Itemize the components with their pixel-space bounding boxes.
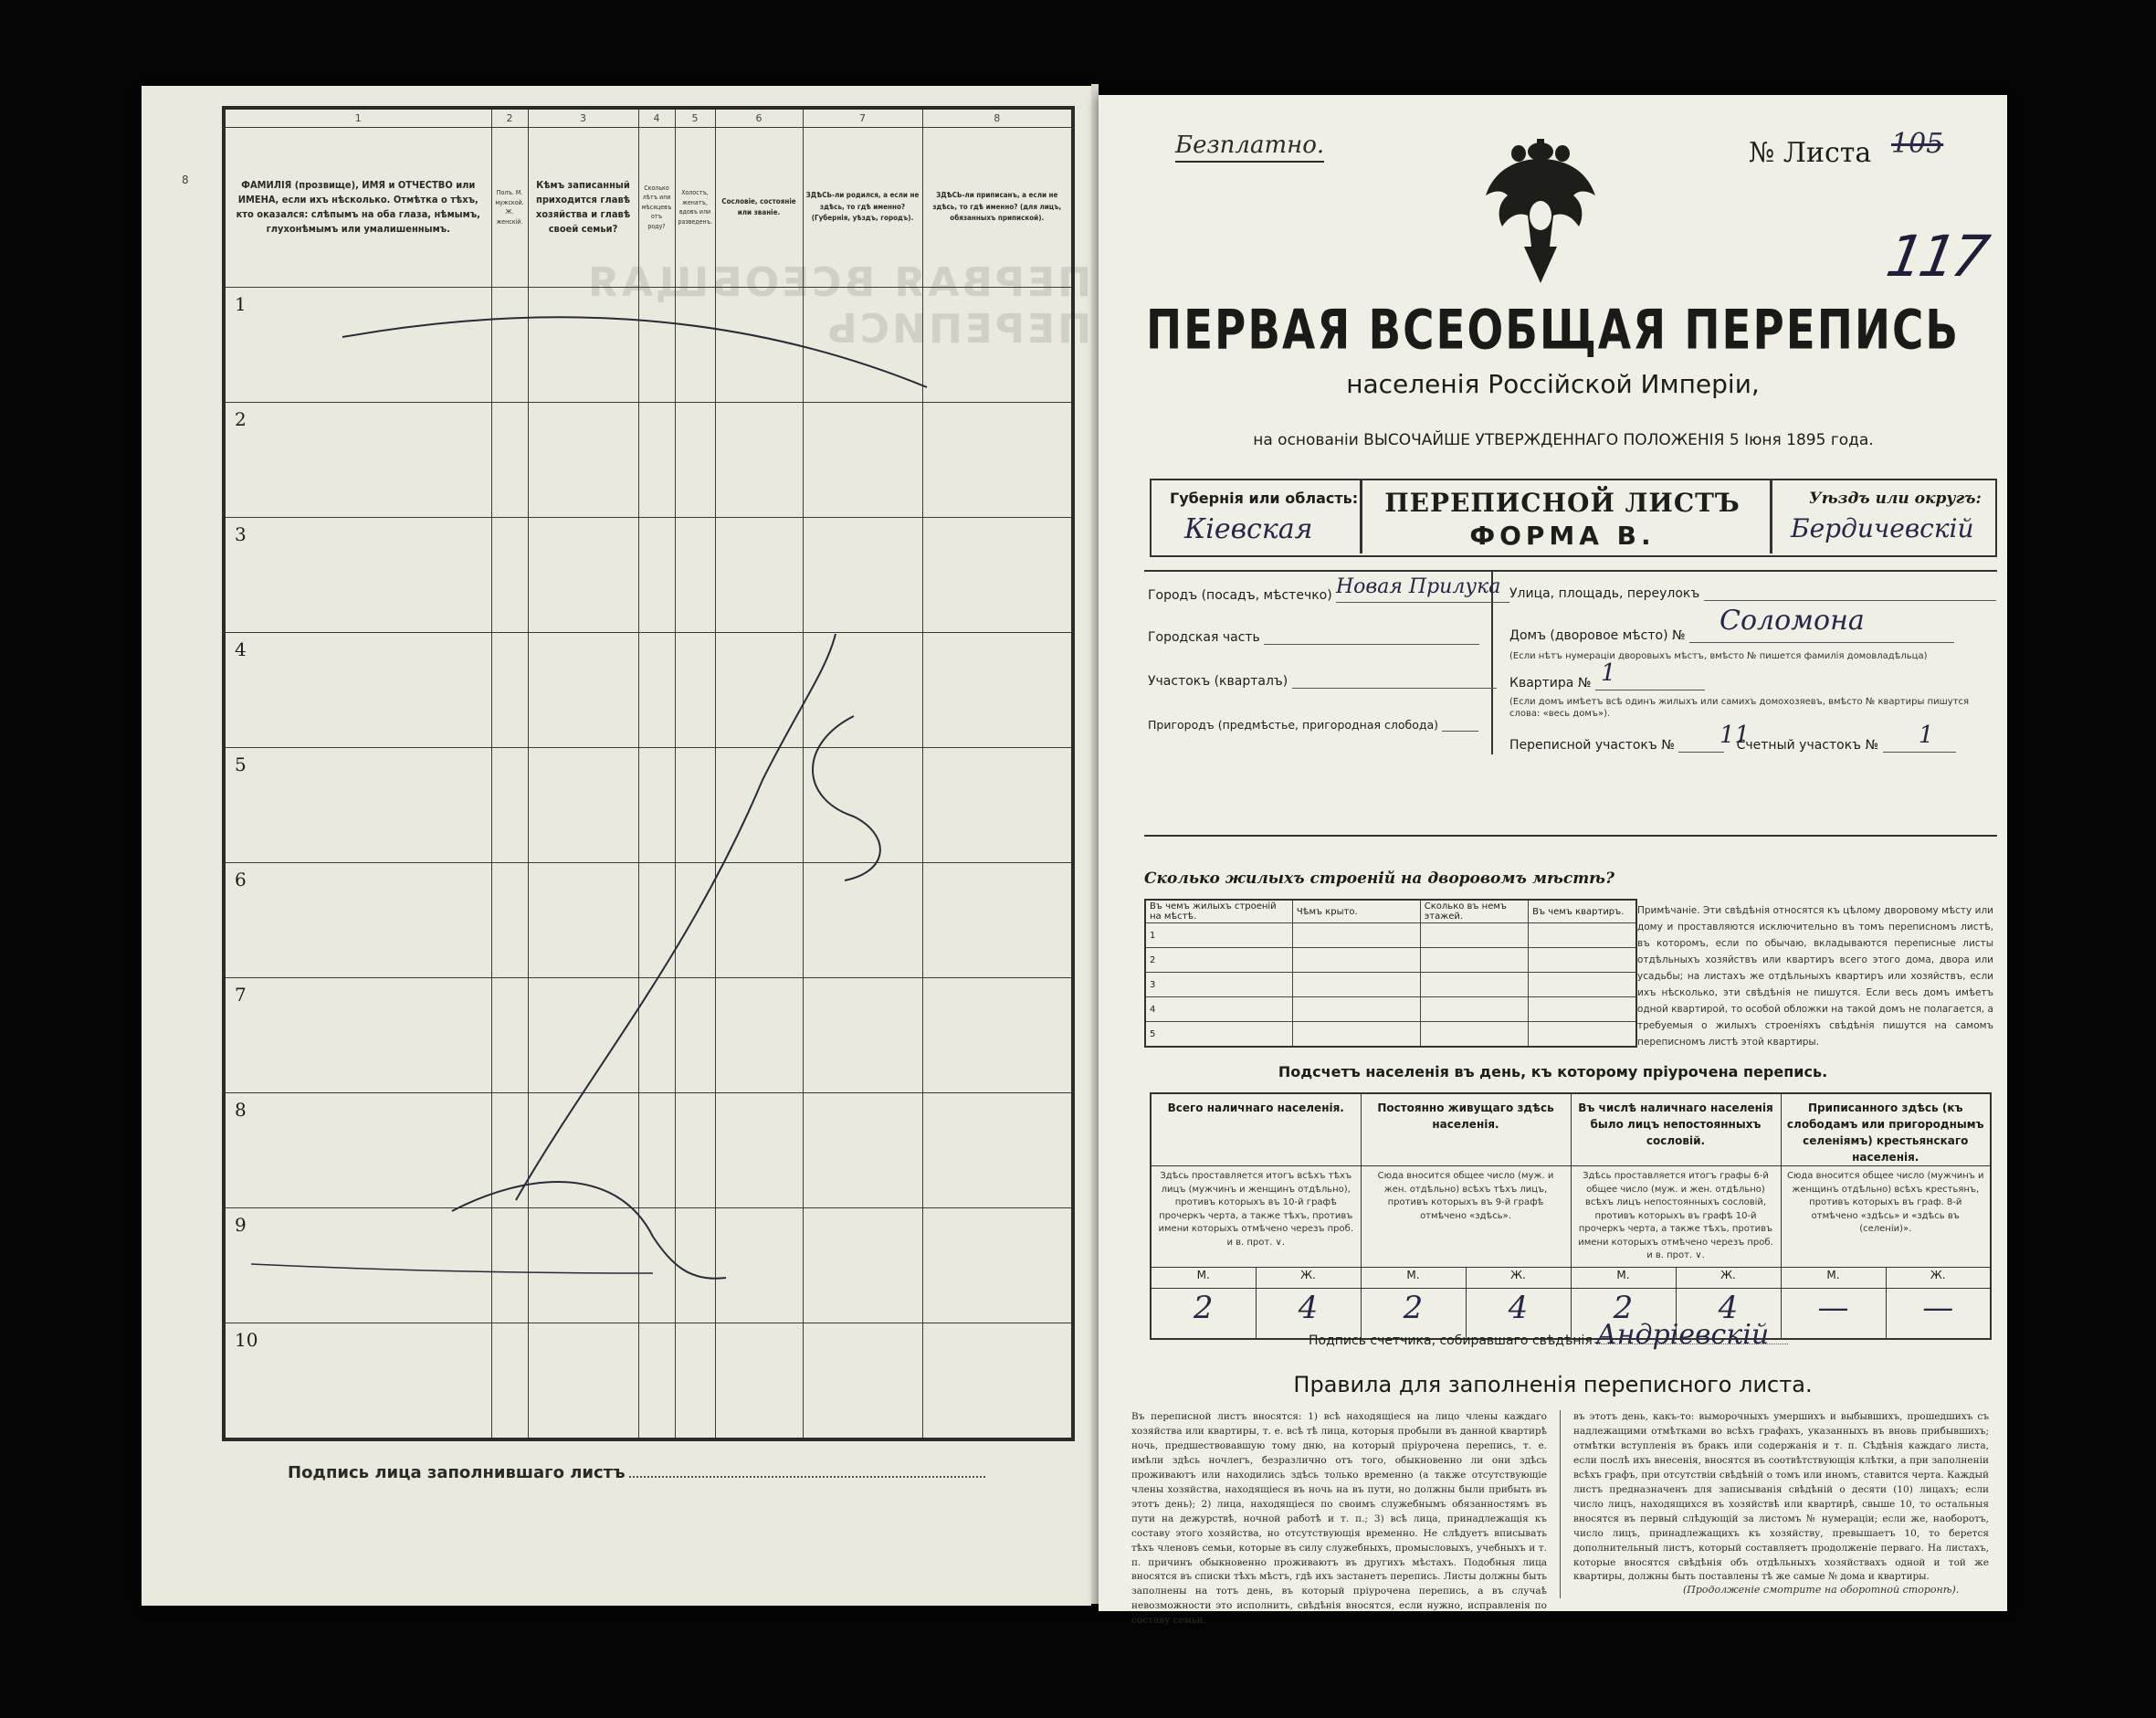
side-margin-text (160, 168, 185, 1218)
table-cell (491, 632, 528, 747)
buildings-header: Сколько въ немъ этажей. (1420, 900, 1528, 923)
table-cell (803, 977, 922, 1092)
table-cell (803, 747, 922, 862)
population-count-title: Подсчетъ населенія въ день, къ которому пріурочена перепись. (1278, 1063, 1828, 1080)
rules-continuation: (Продолженіе смотрите на оборотной сторонѣ). (1683, 1584, 1960, 1596)
table-cell (1292, 973, 1420, 997)
table-cell (528, 977, 638, 1092)
row-number: 9 (235, 1213, 247, 1236)
table-cell (675, 287, 715, 402)
district-box (1770, 480, 1995, 553)
decree-line: на основаніи ВЫСОЧАЙШЕ УТВЕРЖДЕННАГО ПОЛОЖЕНІЯ 5 Іюня 1895 года. (1253, 431, 1874, 449)
name-cell (224, 1323, 491, 1439)
table-cell (491, 287, 528, 402)
page-gutter (1091, 84, 1099, 1604)
table-cell (1529, 948, 1636, 973)
city-value: Новая Прилука (1336, 575, 1501, 598)
table-cell (1420, 923, 1528, 948)
male-label: М. (1361, 1267, 1466, 1288)
count-column-description: Здѣсь проставляется итогъ графы 6-й общее число (муж. и жен. отдѣльно) всѣхъ лицъ непостоянныхъ сословій, противъ которыхъ въ графѣ 10-й прочеркъ черта, а также тѣхъ, противъ имени которыхъ отмѣчено черезъ проб. и в. прот. ∨. (1571, 1166, 1781, 1268)
table-row (1145, 997, 1636, 1022)
female-label: Ж. (1676, 1267, 1781, 1288)
row-number: 4 (235, 638, 247, 660)
table-cell (638, 287, 675, 402)
census-section-label: Переписной участокъ № (1509, 738, 1675, 753)
header-relation: Кѣмъ записанный приходится главѣ хозяйства и главѣ своей семьи? (528, 128, 638, 288)
table-cell (675, 862, 715, 977)
table-cell (675, 402, 715, 517)
imperial-eagle-icon (1482, 132, 1599, 287)
table-cell (1420, 1022, 1528, 1048)
district-value: Бердичевскій (1791, 513, 1974, 543)
table-cell (528, 402, 638, 517)
table-cell (1292, 948, 1420, 973)
table-row (224, 977, 1073, 1092)
rules-divider (1560, 1410, 1561, 1598)
table-cell (715, 632, 803, 747)
counter-signature-value: Андріевскій (1596, 1319, 1770, 1351)
name-cell (224, 747, 491, 862)
table-cell (803, 1207, 922, 1323)
buildings-note: Примѣчаніе. Эти свѣдѣнія относятся къ цѣлому дворовому мѣсту или дому и проставляются исключительно въ томъ переписномъ листѣ, въ которомъ, если по обычаю, вкладываются переписные листы отдѣльныхъ хозяйствъ или квартиръ всего этого дома, двора или усадьбы; на листахъ же отдѣльныхъ квартиръ или хозяйствъ, если ихъ нѣсколько, эти свѣдѣнія не пишутся. Если весь домъ имѣетъ одной квартирой, то особой обложки на такой домъ не полагается, а требуемыя о жилыхъ строеніяхъ свѣдѣнія пишутся на самомъ переписномъ листѣ этой квартиры. (1637, 905, 1993, 1049)
table-cell (491, 517, 528, 632)
table-cell (1292, 1022, 1420, 1048)
district-label: Уѣздъ или округъ: (1809, 490, 1982, 508)
table-cell (803, 862, 922, 977)
house-label: Домъ (дворовое мѣсто) № (1509, 628, 1686, 643)
table-cell (638, 1092, 675, 1207)
table-cell (638, 977, 675, 1092)
header-estate: Сословіе, состояніе или званіе. (715, 128, 803, 288)
count-column-description: Сюда вносится общее число (мужчинъ и женщинъ отдѣльно) всѣхъ крестьянъ, противъ которыхъ въ граф. 8-й отмѣчено «здѣсь» и «здѣсь въ (селеніи)». (1781, 1166, 1991, 1268)
column-number: 3 (528, 108, 638, 128)
street-label: Улица, площадь, переулокъ (1509, 586, 1700, 601)
table-cell (1420, 973, 1528, 997)
table-cell (491, 1092, 528, 1207)
table-cell (491, 1323, 528, 1439)
female-count: 4 (1676, 1288, 1781, 1339)
census-records-table (222, 106, 1075, 1441)
table-cell (715, 862, 803, 977)
table-cell (491, 747, 528, 862)
table-cell (638, 862, 675, 977)
buildings-header: Въ чемъ квартиръ. (1529, 900, 1636, 923)
province-label: Губернія или область: (1170, 490, 1359, 507)
table-row (224, 517, 1073, 632)
table-cell (715, 287, 803, 402)
city-part-label: Городская часть (1148, 630, 1260, 645)
table-cell (715, 977, 803, 1092)
table-cell (803, 402, 922, 517)
female-label: Ж. (1466, 1267, 1571, 1288)
counting-section-value: 1 (1919, 722, 1934, 749)
count-column-header: Приписанного здѣсь (къ слободамъ или пригороднымъ селеніямъ) крестьянскаго населенія. (1781, 1093, 1991, 1166)
sheet-number-handwritten: 117 (1881, 223, 1991, 290)
table-cell (675, 1323, 715, 1439)
male-count: 2 (1361, 1288, 1466, 1339)
table-cell (922, 747, 1073, 862)
section-label: Участокъ (кварталъ) (1148, 674, 1288, 689)
table-cell (922, 977, 1073, 1092)
count-column-header: Въ числѣ наличнаго населенія было лицъ непостоянныхъ сословій. (1571, 1093, 1781, 1166)
signature-dotted-line (629, 1476, 985, 1478)
column-number: 7 (803, 108, 922, 128)
table-cell (528, 1323, 638, 1439)
male-label: М. (1571, 1267, 1676, 1288)
table-cell (491, 1207, 528, 1323)
city-part-field (1148, 630, 1479, 645)
table-cell (675, 1092, 715, 1207)
counting-section-label: Счетный участокъ № (1736, 738, 1879, 753)
table-cell (803, 1092, 922, 1207)
header-registration: ЗДѢСЬ-ли приписанъ, а если не здѣсь, то гдѣ именно? (для лицъ, обязанныхъ припиской). (922, 128, 1073, 288)
table-cell (528, 632, 638, 747)
table-cell (638, 747, 675, 862)
header-birthplace: ЗДѢСЬ-ли родился, а если не здѣсь, то гдѣ именно? (Губернія, уѣздъ, городъ). (803, 128, 922, 288)
sheet-number-value: 105 (1891, 128, 1944, 160)
header-marital: Холостъ, женатъ, вдовъ или разведенъ. (675, 128, 715, 288)
table-cell (922, 632, 1073, 747)
rules-column-left: Въ переписной листъ вносятся: 1) всѣ находящіеся на лицо члены каждаго хозяйства или квартиры, т. е. всѣ тѣ лица, которыя пробыли въ данной квартирѣ ночь, предшествовавшую тому дню, на который пріурочена перепись, т. е. имѣли здѣсь ночлегъ, безразлично отъ того, обыкновенно ли они здѣсь проживаютъ или находились здѣсь только временно (а также отсутствующіе члены хозяйства, находящіеся въ ночь на въ пути, но должны были прибыть въ этотъ день); 2) лица, находящіеся по своимъ служебнымъ обязанностямъ въ пути на дежурствѣ, ночной работѣ и т. п.; 3) всѣ лица, принадлежащія къ составу этого хозяйства, но отсутствующія временно. Не слѣдуетъ вписывать тѣхъ членовъ семьи, которые въ силу служебныхъ, промысловыхъ, учебныхъ и т. п. причинъ обыкновенно проживаютъ въ другихъ мѣстахъ. Подобныя лица вносятся въ списки тѣхъ мѣстъ, гдѣ ихъ застанетъ перепись. Листы должны быть заполнены на тотъ день, въ который пріурочена перепись, а въ случаѣ невозможности это исполнить, свѣдѣнія вносятся, если нужно, исправленія по составу семьи. (1131, 1411, 1547, 1627)
female-count: 4 (1466, 1288, 1571, 1339)
table-row (224, 862, 1073, 977)
table-cell (491, 862, 528, 977)
table-cell (803, 517, 922, 632)
row-number: 3 (235, 522, 247, 545)
header-age: Сколько лѣтъ или мѣсяцевъ отъ роду? (638, 128, 675, 288)
header-name: ФАМИЛІЯ (прозвище), ИМЯ и ОТЧЕСТВО или ИМЕНА, если ихъ нѣсколько. Отмѣтка о тѣхъ, кто оказался: слѣпымъ на оба глаза, нѣмымъ, глухонѣмымъ или умалишеннымъ. (224, 128, 491, 288)
row-number: 10 (235, 1328, 258, 1351)
table-cell: 1 (1145, 923, 1292, 948)
table-cell (638, 632, 675, 747)
name-cell (224, 862, 491, 977)
table-cell (1529, 997, 1636, 1022)
table-cell (491, 402, 528, 517)
name-cell (224, 402, 491, 517)
table-row (224, 287, 1073, 402)
table-row (1145, 923, 1636, 948)
form-name: ФОРМА В. (1469, 521, 1656, 551)
male-label: М. (1151, 1267, 1256, 1288)
buildings-header: Чѣмъ крыто. (1292, 900, 1420, 923)
row-number: 2 (235, 407, 247, 430)
table-cell (1292, 923, 1420, 948)
count-column-header: Постоянно живущаго здѣсь населенія. (1361, 1093, 1571, 1166)
table-row (224, 1092, 1073, 1207)
apartment-label: Квартира № (1509, 676, 1592, 690)
count-column-header: Всего наличнаго населенія. (1151, 1093, 1361, 1166)
male-count: 2 (1571, 1288, 1676, 1339)
table-row (1145, 1022, 1636, 1048)
table-row (224, 402, 1073, 517)
table-cell (715, 1207, 803, 1323)
table-cell (715, 517, 803, 632)
male-count: — (1781, 1288, 1886, 1339)
table-cell (638, 402, 675, 517)
column-number: 5 (675, 108, 715, 128)
table-cell (675, 1207, 715, 1323)
form-title: ПЕРЕПИСНОЙ ЛИСТЪ (1384, 488, 1741, 518)
table-cell (922, 1207, 1073, 1323)
count-column-description: Здѣсь проставляется итогъ всѣхъ тѣхъ лицъ (мужчинъ и женщинъ отдѣльно), противъ которыхъ въ 10-й графѣ прочеркъ черта, а также тѣхъ, противъ имени которыхъ отмѣчено черезъ проб. и в. прот. ∨. (1151, 1166, 1361, 1268)
suburb-label: Пригородъ (предмѣстье, пригородная слобода) (1148, 718, 1439, 732)
table-cell (803, 1323, 922, 1439)
table-row (224, 632, 1073, 747)
female-label: Ж. (1256, 1267, 1361, 1288)
table-cell (638, 517, 675, 632)
row-number: 8 (235, 1098, 247, 1121)
column-number-row (224, 108, 1073, 128)
buildings-question: Сколько жилыхъ строеній на дворовомъ мѣстѣ? (1144, 870, 1614, 888)
table-row (224, 1207, 1073, 1323)
column-header-row (224, 128, 1073, 288)
suburb-field (1148, 718, 1478, 732)
buildings-table (1144, 899, 1637, 1048)
section-field (1148, 674, 1497, 689)
table-cell: 3 (1145, 973, 1292, 997)
table-cell (1529, 1022, 1636, 1048)
apartment-value: 1 (1601, 659, 1616, 687)
document-subtitle: населенія Россійской Имперіи, (1346, 369, 1760, 399)
table-row (1145, 973, 1636, 997)
table-cell (528, 287, 638, 402)
free-stamp: Безплатно. (1175, 132, 1324, 163)
row-number: 1 (235, 292, 247, 315)
table-cell (528, 1092, 638, 1207)
table-cell (675, 747, 715, 862)
document-title: ПЕРВАЯ ВСЕОБЩАЯ ПЕРЕПИСЬ (1145, 299, 1961, 363)
column-number: 2 (491, 108, 528, 128)
column-number: 8 (922, 108, 1073, 128)
table-cell (715, 747, 803, 862)
counter-signature-label: Подпись счетчика, собиравшаго свѣдѣнія (1309, 1333, 1593, 1348)
table-cell (1529, 923, 1636, 948)
column-number: 4 (638, 108, 675, 128)
table-cell (803, 632, 922, 747)
right-page (1099, 95, 2007, 1627)
house-value: Соломона (1720, 605, 1865, 637)
table-cell (528, 862, 638, 977)
female-count: 4 (1256, 1288, 1361, 1339)
name-cell (224, 1207, 491, 1323)
table-cell (922, 402, 1073, 517)
female-label: Ж. (1886, 1267, 1991, 1288)
table-cell (922, 1092, 1073, 1207)
name-cell (224, 977, 491, 1092)
name-cell (224, 1092, 491, 1207)
table-cell: 5 (1145, 1022, 1292, 1048)
table-cell (638, 1207, 675, 1323)
address-block (1144, 570, 1997, 837)
bleed-through-text: ПЕРВАЯ ВСЕОБЩАЯ ПЕРЕПИСЬ (584, 259, 1091, 353)
table-cell (675, 517, 715, 632)
table-cell: 2 (1145, 948, 1292, 973)
row-number: 5 (235, 753, 247, 775)
form-header-box (1150, 479, 1997, 557)
name-cell (224, 632, 491, 747)
census-section-value: 11 (1720, 722, 1751, 749)
table-cell (675, 632, 715, 747)
row-number: 6 (235, 868, 247, 891)
population-count-table (1150, 1092, 1992, 1340)
count-column-description: Сюда вносится общее число (муж. и жен. отдѣльно) всѣхъ тѣхъ лицъ, противъ которыхъ въ 9-й графѣ отмѣчено «здѣсь». (1361, 1166, 1571, 1268)
street-field (1509, 586, 1996, 601)
filler-signature-line (288, 1463, 985, 1482)
table-cell (803, 287, 922, 402)
table-cell (675, 977, 715, 1092)
female-count: — (1886, 1288, 1991, 1339)
table-cell (922, 517, 1073, 632)
table-cell (922, 287, 1073, 402)
province-value: Кіевская (1184, 513, 1313, 545)
male-count: 2 (1151, 1288, 1256, 1339)
table-row (224, 1323, 1073, 1439)
sheet-number-label: № Листа (1749, 137, 1872, 169)
left-page (142, 86, 1091, 1606)
filler-signature-label: Подпись лица заполнившаго листъ (288, 1463, 626, 1482)
table-cell: 4 (1145, 997, 1292, 1022)
table-cell (922, 1323, 1073, 1439)
page-corner-mark: 8 (182, 174, 189, 186)
table-cell (715, 402, 803, 517)
table-cell (491, 977, 528, 1092)
column-number: 1 (224, 108, 491, 128)
table-cell (528, 1207, 638, 1323)
house-note: (Если нѣтъ нумераціи дворовыхъ мѣстъ, вмѣсто № пишется фамилія домовладѣльца) (1509, 651, 1928, 661)
name-cell (224, 517, 491, 632)
buildings-header: Въ чемъ жилыхъ строеній на мѣстѣ. (1145, 900, 1292, 923)
male-label: М. (1781, 1267, 1886, 1288)
table-cell (715, 1323, 803, 1439)
table-cell (1420, 997, 1528, 1022)
table-row (1145, 948, 1636, 973)
city-label: Городъ (посадъ, мѣстечко) (1148, 588, 1332, 603)
rules-column-right: въ этотъ день, какъ-то: выморочныхъ умершихъ и выбывшихъ, прошедшихъ съ надлежащими отмѣтками во всѣхъ графахъ, указанныхъ въ вновь прибывшихъ; отмѣтки вступленія въ бракъ или содержанія и т. п. Сѣдѣнія каждаго листа, если послѣ ихъ внесенія, вносятся въ соотвѣтствующія клѣтки, а при заполненіи всѣхъ графъ, при отсутствіи свѣдѣній о томъ или иномъ, ставится черта. Каждый листъ предназначенъ для записыванія свѣдѣній о десяти (10) лицахъ; если число лицъ, находящихся въ хозяйствѣ или квартирѣ, свыше 10, то остальныя вносятся въ первый слѣдующій за листомъ № нумераціи; если же, наоборотъ, число лицъ, принадлежащихъ къ хозяйству, превышаетъ 10, то берется дополнительный листъ, который составляетъ продолженіе перваго. На листахъ, которые вносятся свѣдѣнія объ отдѣльныхъ хозяйствахъ одной и той же квартиры, должны быть поставлены тѣ же самые № дома и квартиры. (1573, 1411, 1989, 1583)
table-cell (1292, 997, 1420, 1022)
name-cell (224, 287, 491, 402)
table-row (224, 747, 1073, 862)
table-cell (715, 1092, 803, 1207)
table-cell (638, 1323, 675, 1439)
apartment-note: (Если домъ имѣетъ всѣ одинъ жилыхъ или самихъ домохозяевъ, вмѣсто № квартиры пишутся слова: «весь домъ»). (1509, 697, 1970, 719)
table-cell (528, 747, 638, 862)
table-cell (1420, 948, 1528, 973)
row-number: 7 (235, 983, 247, 1006)
rules-title: Правила для заполненія переписного листа. (1293, 1372, 1813, 1397)
table-cell (922, 862, 1073, 977)
column-number: 6 (715, 108, 803, 128)
table-cell (528, 517, 638, 632)
header-sex: Полъ. М. мужской. Ж. женскій. (491, 128, 528, 288)
province-box (1152, 480, 1362, 553)
table-cell (1529, 973, 1636, 997)
